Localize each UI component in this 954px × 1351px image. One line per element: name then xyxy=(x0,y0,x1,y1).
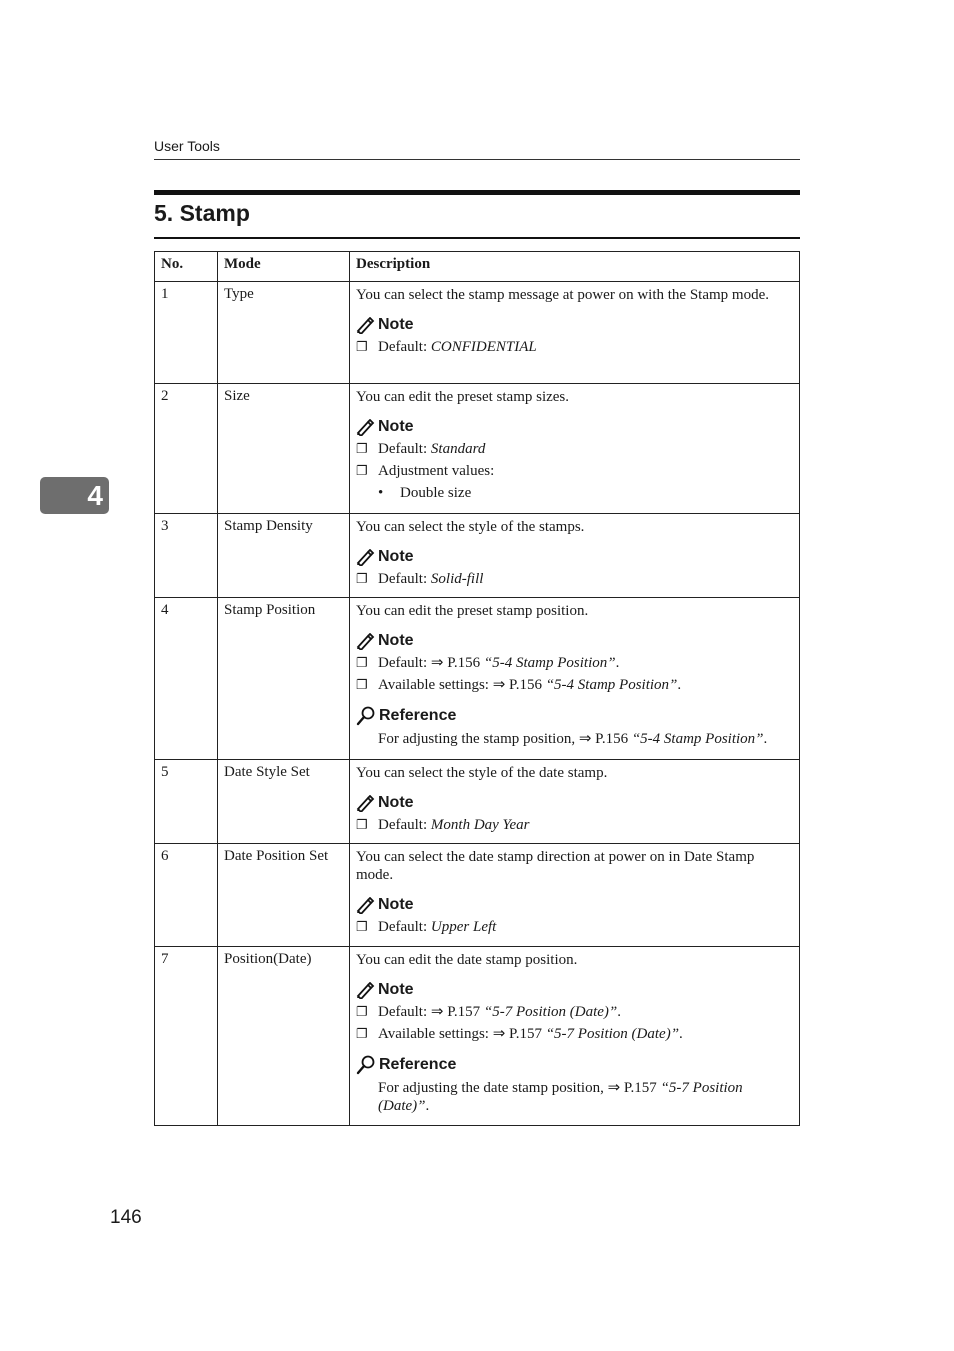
note-item: ❐ Available settings: ⇒ P.157 “5-7 Position (Date)”. xyxy=(356,1026,683,1042)
pencil-note-icon xyxy=(356,795,375,812)
checkbox-bullet-icon: ❐ xyxy=(356,441,368,456)
row-description xyxy=(350,947,800,1126)
row-number: 1 xyxy=(155,282,218,384)
checkbox-bullet-icon: ❐ xyxy=(356,339,368,354)
cross-reference-link[interactable]: “5-4 Stamp Position” xyxy=(631,731,764,747)
note-label: Note xyxy=(378,548,414,565)
pencil-note-icon xyxy=(356,633,375,650)
table-row xyxy=(155,947,800,1126)
magnifier-reference-icon xyxy=(356,1055,376,1075)
row-mode: Stamp Position xyxy=(218,598,350,760)
description-text: You can select the date stamp direction at power on in Date Stamp mode. xyxy=(356,849,755,883)
table-row xyxy=(155,760,800,844)
row-description xyxy=(350,282,800,384)
note-item: ❐ Default: Solid-fill xyxy=(356,571,484,587)
magnifier-reference-icon xyxy=(356,706,376,726)
row-mode: Stamp Density xyxy=(218,514,350,598)
row-mode: Position(Date) xyxy=(218,947,350,1126)
running-header: User Tools xyxy=(154,138,220,154)
description-text: You can select the style of the date stamp. xyxy=(356,765,608,781)
row-number: 5 xyxy=(155,760,218,844)
note-item: ❐ Default: CONFIDENTIAL xyxy=(356,339,537,355)
note-label: Note xyxy=(378,981,414,998)
note-heading xyxy=(356,896,793,914)
row-mode: Size xyxy=(218,384,350,514)
cross-reference-link[interactable]: “5-7 Position (Date)” xyxy=(378,1080,743,1114)
note-item: ❐ Available settings: ⇒ P.156 “5-4 Stamp Position”. xyxy=(356,677,682,693)
note-heading xyxy=(356,418,793,436)
header-rule xyxy=(154,159,800,160)
note-item: ❐ Adjustment values: xyxy=(356,463,495,479)
table-row xyxy=(155,384,800,514)
row-mode: Type xyxy=(218,282,350,384)
row-mode: Date Position Set xyxy=(218,844,350,947)
chapter-tab: 4 xyxy=(40,477,109,514)
page-number: 146 xyxy=(110,1207,142,1228)
sub-bullet-item: • Double size xyxy=(378,485,472,501)
section-title: 5. Stamp xyxy=(154,200,250,226)
column-header-mode: Mode xyxy=(218,252,350,282)
row-description xyxy=(350,598,800,760)
description-text: You can select the style of the stamps. xyxy=(356,519,585,535)
description-text: You can select the stamp message at power on with the Stamp mode. xyxy=(356,287,769,303)
note-label: Note xyxy=(378,794,414,811)
note-label: Note xyxy=(378,896,414,913)
description-text: You can edit the preset stamp position. xyxy=(356,603,589,619)
row-description xyxy=(350,384,800,514)
note-item: ❐ Default: Upper Left xyxy=(356,919,497,935)
checkbox-bullet-icon: ❐ xyxy=(356,1026,368,1041)
cross-reference-link[interactable]: “5-7 Position (Date)” xyxy=(483,1004,618,1020)
stamp-settings-table xyxy=(154,251,800,1126)
reference-text: For adjusting the date stamp position, ⇒ P.157 “5-7 Position (Date)”. xyxy=(378,1080,743,1114)
note-heading xyxy=(356,548,793,566)
bullet-icon: • xyxy=(378,485,384,501)
reference-heading xyxy=(356,706,793,726)
note-heading xyxy=(356,981,793,999)
pencil-note-icon xyxy=(356,982,375,999)
note-item: ❐ Default: Month Day Year xyxy=(356,817,530,833)
section-title-underline xyxy=(154,237,800,239)
note-item: ❐ Default: ⇒ P.157 “5-7 Position (Date)”. xyxy=(356,1004,621,1020)
reference-label: Reference xyxy=(379,707,457,724)
note-label: Note xyxy=(378,418,414,435)
pencil-note-icon xyxy=(356,549,375,566)
row-description xyxy=(350,760,800,844)
note-label: Note xyxy=(378,316,414,333)
note-heading xyxy=(356,316,793,334)
reference-heading xyxy=(356,1055,793,1075)
column-header-description: Description xyxy=(350,252,800,282)
row-description xyxy=(350,514,800,598)
note-item: ❐ Default: Standard xyxy=(356,441,486,457)
checkbox-bullet-icon: ❐ xyxy=(356,655,368,670)
note-item: ❐ Default: ⇒ P.156 “5-4 Stamp Position”. xyxy=(356,655,620,671)
pencil-note-icon xyxy=(356,317,375,334)
table-row xyxy=(155,844,800,947)
checkbox-bullet-icon: ❐ xyxy=(356,919,368,934)
description-text: You can edit the date stamp position. xyxy=(356,952,578,968)
column-header-no: No. xyxy=(155,252,218,282)
row-mode: Date Style Set xyxy=(218,760,350,844)
row-number: 2 xyxy=(155,384,218,514)
description-text: You can edit the preset stamp sizes. xyxy=(356,389,570,405)
table-row xyxy=(155,598,800,760)
note-heading xyxy=(356,794,793,812)
table-header-row xyxy=(155,252,800,282)
checkbox-bullet-icon: ❐ xyxy=(356,463,368,478)
row-number: 3 xyxy=(155,514,218,598)
cross-reference-link[interactable]: “5-4 Stamp Position” xyxy=(483,655,616,671)
checkbox-bullet-icon: ❐ xyxy=(356,1004,368,1019)
note-heading xyxy=(356,632,793,650)
section-title-bar xyxy=(154,190,800,195)
cross-reference-link[interactable]: “5-7 Position (Date)” xyxy=(545,1026,680,1042)
checkbox-bullet-icon: ❐ xyxy=(356,571,368,586)
table-row xyxy=(155,514,800,598)
reference-label: Reference xyxy=(379,1056,457,1073)
pencil-note-icon xyxy=(356,897,375,914)
checkbox-bullet-icon: ❐ xyxy=(356,677,368,692)
cross-reference-link[interactable]: “5-4 Stamp Position” xyxy=(545,677,678,693)
note-label: Note xyxy=(378,632,414,649)
checkbox-bullet-icon: ❐ xyxy=(356,817,368,832)
reference-text: For adjusting the stamp position, ⇒ P.156 “5-4 Stamp Position”. xyxy=(378,731,768,747)
table-row xyxy=(155,282,800,384)
row-number: 4 xyxy=(155,598,218,760)
pencil-note-icon xyxy=(356,419,375,436)
row-number: 6 xyxy=(155,844,218,947)
row-number: 7 xyxy=(155,947,218,1126)
row-description xyxy=(350,844,800,947)
